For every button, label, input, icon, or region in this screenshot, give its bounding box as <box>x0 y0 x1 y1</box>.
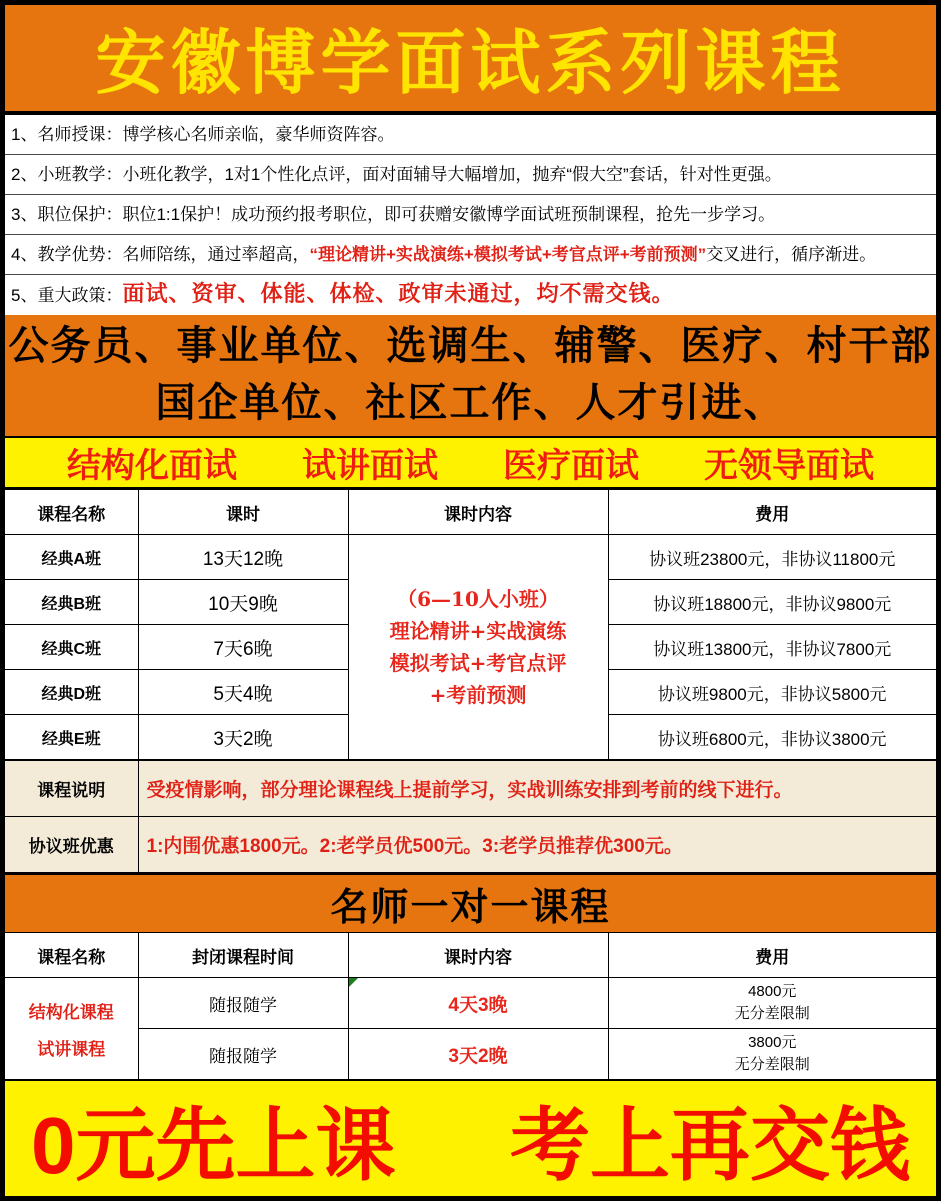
course-name: 经典C班 <box>5 625 138 670</box>
column-header-hours: 课时 <box>138 490 348 535</box>
column-header-schedule: 封闭课程时间 <box>138 933 348 978</box>
feature-text: 博学核心名师亲临，豪华师资阵容。 <box>122 124 395 144</box>
course-content-merged-cell <box>348 535 608 760</box>
fee-note: 无分差限制 <box>734 1056 810 1073</box>
audience-line-2: 国企单位、社区工作、人才引进、 <box>155 381 786 426</box>
feature-label: 4、教学优势： <box>11 244 123 264</box>
header-banner <box>5 5 936 115</box>
course-name: 试讲课程 <box>37 1039 106 1059</box>
course-fee: 协议班9800元，非协议5800元 <box>608 670 936 715</box>
fee-amount: 4800元 <box>748 982 797 1000</box>
note-row-discount <box>5 817 936 873</box>
feature-text: 小班化教学，1对1个性化点评，面对面辅导大幅增加，抛弃“假大空”套话，针对性更强。 <box>122 164 782 184</box>
course-days: 4天3晚 <box>448 994 508 1016</box>
footer-slogan-left: 0元先上课 <box>31 1101 396 1190</box>
column-header-content: 课时内容 <box>348 933 608 978</box>
course-fee <box>608 1029 936 1080</box>
course-hours: 3天2晚 <box>138 715 348 760</box>
one-on-one-banner-title: 名师一对一课程 <box>330 887 611 929</box>
note-text: 受疫情影响，部分理论课程线上提前学习，实战训练安排到考前的线下进行。 <box>138 761 936 817</box>
cell-corner-marker-icon <box>349 978 358 987</box>
course-hours: 7天6晚 <box>138 625 348 670</box>
one-on-one-banner <box>5 873 936 932</box>
course-schedule: 随报随学 <box>138 1029 348 1080</box>
note-label: 课程说明 <box>5 761 138 817</box>
column-header-course-name: 课程名称 <box>5 490 138 535</box>
column-header-content: 课时内容 <box>348 490 608 535</box>
feature-item-4 <box>5 235 936 275</box>
feature-label: 3、职位保护： <box>11 204 123 224</box>
column-header-fee: 费用 <box>608 490 936 535</box>
audience-line-1: 公务员、事业单位、选调生、辅警、医疗、村干部 <box>8 324 933 369</box>
feature-label: 1、名师授课： <box>11 124 123 144</box>
one-on-one-table <box>5 932 936 1080</box>
page-title: 安徽博学面试系列课程 <box>95 21 846 105</box>
note-row-description <box>5 761 936 817</box>
feature-policy-highlight: 面试、资审、体能、体检、政审未通过，均不需交钱。 <box>122 280 675 307</box>
course-name: 经典E班 <box>5 715 138 760</box>
course-content <box>348 978 608 1029</box>
course-fee: 协议班23800元，非协议11800元 <box>608 535 936 580</box>
feature-item-5 <box>5 275 936 315</box>
footer-slogan-banner <box>5 1080 936 1196</box>
course-days: 3天2晚 <box>448 1045 508 1067</box>
content-line: +考前预测 <box>429 683 527 708</box>
fee-amount: 3800元 <box>748 1033 797 1051</box>
course-fee: 协议班18800元，非协议9800元 <box>608 580 936 625</box>
feature-item-2 <box>5 155 936 195</box>
feature-item-3 <box>5 195 936 235</box>
column-header-course-name: 课程名称 <box>5 933 138 978</box>
course-name: 经典B班 <box>5 580 138 625</box>
content-line: （6—10人小班） <box>397 587 559 612</box>
note-text: 1:内围优惠1800元。2:老学员优500元。3:老学员推荐优300元。 <box>138 817 936 873</box>
course-fee: 协议班13800元，非协议7800元 <box>608 625 936 670</box>
course-hours: 10天9晚 <box>138 580 348 625</box>
course-name: 结构化课程 <box>28 1002 114 1022</box>
interview-type-structured: 结构化面试 <box>67 447 237 486</box>
interview-type-leaderless: 无领导面试 <box>704 447 874 486</box>
interview-type-medical: 医疗面试 <box>503 447 639 486</box>
course-content <box>348 1029 608 1080</box>
feature-text-suffix: 交叉进行，循序渐进。 <box>706 244 877 264</box>
note-label: 协议班优惠 <box>5 817 138 873</box>
feature-highlight: “理论精讲+实战演练+模拟考试+考官点评+考前预测” <box>309 244 707 264</box>
course-hours: 5天4晚 <box>138 670 348 715</box>
audience-banner <box>5 315 936 436</box>
content-line: 理论精讲+实战演练 <box>389 619 567 644</box>
course-fee: 协议班6800元，非协议3800元 <box>608 715 936 760</box>
course-schedule: 随报随学 <box>138 978 348 1029</box>
notes-table <box>5 760 936 873</box>
feature-text: 名师陪练，通过率超高， <box>122 244 310 264</box>
feature-text: 职位1:1保护！成功预约报考职位，即可获赠安徽博学面试班预制课程，抢先一步学习。 <box>122 204 776 224</box>
table-row <box>5 978 936 1029</box>
one-on-one-header-row <box>5 933 936 978</box>
interview-types-strip <box>5 436 936 489</box>
table-row <box>5 535 936 580</box>
feature-item-1 <box>5 115 936 155</box>
course-name: 经典A班 <box>5 535 138 580</box>
course-hours: 13天12晚 <box>138 535 348 580</box>
course-table-header-row <box>5 490 936 535</box>
interview-type-lecture: 试讲面试 <box>302 447 438 486</box>
one-on-one-course-names <box>5 978 138 1080</box>
feature-label: 5、重大政策： <box>11 285 123 305</box>
fee-note: 无分差限制 <box>734 1005 810 1022</box>
footer-slogan-right: 考上再交钱 <box>510 1101 910 1190</box>
feature-list <box>5 115 936 315</box>
column-header-fee: 费用 <box>608 933 936 978</box>
course-table <box>5 489 936 760</box>
content-line: 模拟考试+考官点评 <box>389 651 567 676</box>
course-name: 经典D班 <box>5 670 138 715</box>
course-fee <box>608 978 936 1029</box>
feature-label: 2、小班教学： <box>11 164 123 184</box>
table-row <box>5 1029 936 1080</box>
